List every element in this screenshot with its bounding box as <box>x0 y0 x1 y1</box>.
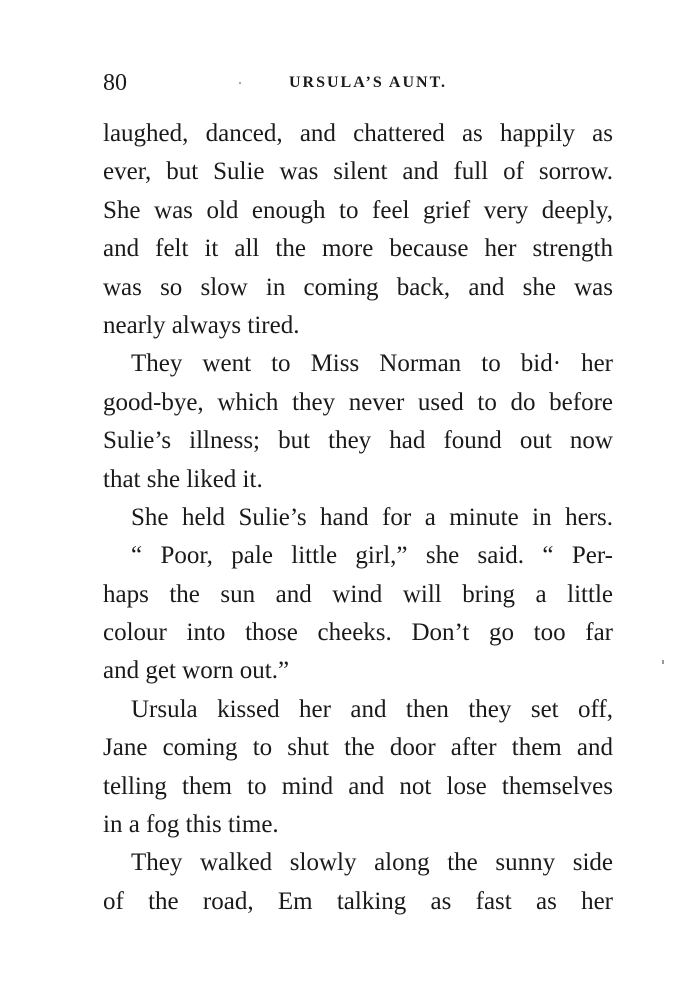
text-line: Jane coming to shut the door after them and <box>103 734 613 762</box>
text-line: of the road, Em talking as fast as her <box>103 887 613 915</box>
text-line: They walked slowly along the sunny side <box>131 849 613 877</box>
text-line: They went to Miss Norman to bid· her <box>131 350 613 378</box>
text-line: nearly always tired. <box>103 311 300 339</box>
text-line: Ursula kissed her and then they set off, <box>131 695 613 723</box>
text-line: She was old enough to feel grief very deeply, <box>103 196 613 224</box>
text-line: “ Poor, pale little girl,” she said. “ Per- <box>131 542 613 570</box>
text-line: and felt it all the more because her strength <box>103 235 613 263</box>
text-line: She held Sulie’s hand for a minute in hers. <box>131 503 613 531</box>
text-line: and get worn out.” <box>103 657 290 685</box>
text-line: ever, but Sulie was silent and full of sorrow. <box>103 158 613 186</box>
text-line: that she liked it. <box>103 465 263 493</box>
running-title: URSULA’S AUNT. <box>288 74 448 91</box>
text-line: was so slow in coming back, and she was <box>103 273 613 301</box>
running-head <box>103 70 613 100</box>
header-dot <box>239 82 241 84</box>
text-line: haps the sun and wind will bring a little <box>103 580 613 608</box>
text-line: in a fog this time. <box>103 811 279 839</box>
text-line: good-bye, which they never used to do before <box>103 388 613 416</box>
page-number: 80 <box>103 70 127 96</box>
margin-mark <box>662 660 664 664</box>
text-line: Sulie’s illness; but they had found out now <box>103 427 613 455</box>
text-line: colour into those cheeks. Don’t go too far <box>103 619 613 647</box>
body-text <box>103 115 613 921</box>
text-line: laughed, danced, and chattered as happily as <box>103 120 613 147</box>
text-line: telling them to mind and not lose themselves <box>103 772 613 800</box>
